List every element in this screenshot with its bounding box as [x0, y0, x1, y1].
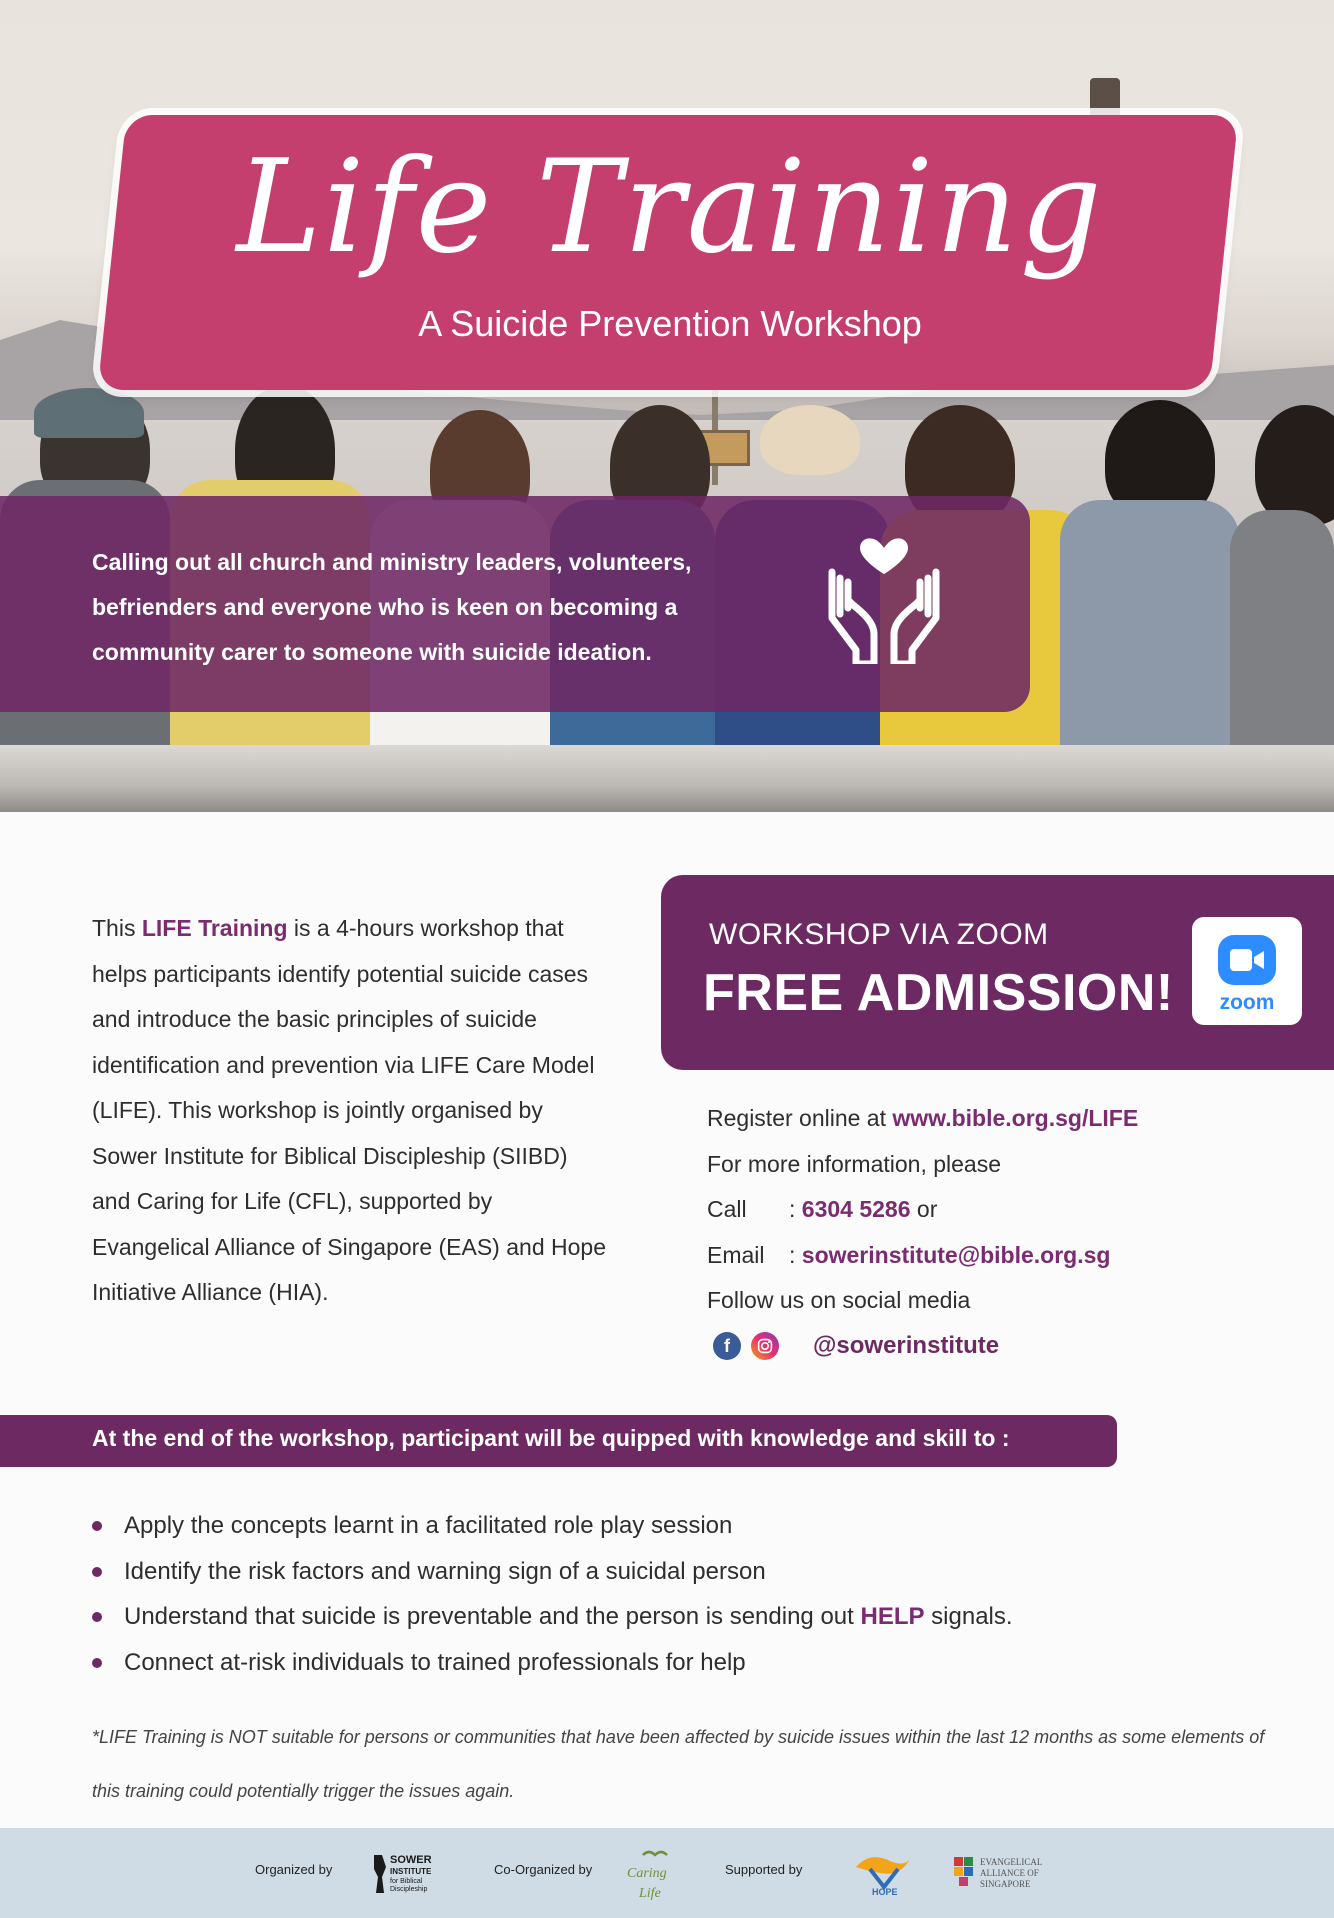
about-lead: This — [92, 915, 142, 941]
page-subtitle: A Suicide Prevention Workshop — [418, 303, 922, 344]
svg-text:Discipleship: Discipleship — [390, 1886, 428, 1893]
seawall-ledge — [0, 745, 1334, 812]
list-item-text: Understand that suicide is preventable and the person is sending out — [124, 1603, 861, 1630]
email-link[interactable]: sowerinstitute@bible.org.sg — [801, 1241, 1111, 1268]
register-row — [707, 1096, 1307, 1142]
contact-block — [707, 1096, 1307, 1369]
social-row — [707, 1324, 1307, 1370]
free-admission-heading: FREE ADMISSION! — [703, 964, 1174, 1022]
co-organized-by-label: Co-Organized by — [494, 1862, 593, 1877]
svg-text:Caring: Caring — [627, 1866, 667, 1881]
sower-institute-logo — [368, 1847, 458, 1901]
info-row: For more information, please — [707, 1150, 1002, 1177]
skills-heading: At the end of the workshop, participant will be quipped with knowledge and skill to : — [92, 1425, 1010, 1451]
zoom-logo — [1192, 917, 1302, 1025]
call-out-text: Calling out all church and ministry leaders, volunteers, befrienders and everyone who is keen on becoming a community carer to someone with suicide ideation. — [92, 549, 692, 665]
about-highlight: LIFE Training — [141, 915, 288, 941]
svg-text:SINGAPORE: SINGAPORE — [980, 1879, 1031, 1889]
follow-row: Follow us on social media — [707, 1287, 971, 1313]
svg-text:ALLIANCE OF: ALLIANCE OF — [980, 1868, 1039, 1878]
page-title: Life Training — [236, 133, 1104, 282]
list-item: Apply the concepts learnt in a facilitated role play session — [92, 1503, 1192, 1549]
about-paragraph — [92, 906, 612, 1316]
disclaimer-note: *LIFE Training is NOT suitable for persons or communities that have been affected by suicide issues within the last 12 months as some elements of this training could potentially trigger the issues again. — [92, 1727, 1265, 1801]
supported-by-label: Supported by — [725, 1862, 803, 1877]
email-separator: : — [789, 1241, 802, 1268]
help-emphasis: HELP — [860, 1603, 925, 1630]
facebook-icon[interactable]: f — [713, 1332, 741, 1360]
phone-number[interactable]: 6304 5286 — [801, 1196, 911, 1222]
register-link[interactable]: www.bible.org.sg/LIFE — [892, 1105, 1139, 1131]
instagram-icon[interactable] — [751, 1332, 779, 1360]
about-body: is a 4-hours workshop that helps participants identify potential suicide cases and introduce the basic principles of suicide identification and prevention via LIFE Care Model (LIFE). This workshop is jointly organised by Sower Institute for Biblical Discipleship (SIIBD) and Caring for Life (CFL), supported by Evangelical Alliance of Singapore (EAS) and Hope Initiative Alliance (HIA). — [92, 915, 606, 1305]
svg-text:HOPE: HOPE — [872, 1887, 898, 1897]
svg-text:INSTITUTE: INSTITUTE — [390, 1867, 432, 1876]
email-label: Email — [707, 1241, 765, 1268]
person-silhouette — [760, 405, 860, 475]
zoom-camera-icon — [1218, 935, 1276, 985]
register-label: Register online at — [707, 1105, 893, 1131]
list-item-text: signals. — [924, 1603, 1013, 1630]
list-item: Connect at-risk individuals to trained professionals for help — [92, 1640, 1192, 1686]
svg-text:for Biblical: for Biblical — [390, 1878, 423, 1885]
call-row — [707, 1187, 1307, 1233]
organized-by-label: Organized by — [255, 1862, 333, 1877]
zoom-logo-text: zoom — [1219, 991, 1275, 1014]
call-label: Call — [707, 1196, 747, 1222]
skills-list — [92, 1503, 1192, 1685]
call-suffix: or — [910, 1196, 938, 1222]
svg-text:EVANGELICAL: EVANGELICAL — [980, 1857, 1043, 1867]
zoom-kicker: WORKSHOP VIA ZOOM — [709, 918, 1049, 951]
email-row — [707, 1233, 1307, 1279]
svg-text:Life: Life — [639, 1886, 661, 1901]
evangelical-alliance-logo — [950, 1847, 1075, 1901]
social-handle[interactable]: @sowerinstitute — [813, 1332, 1000, 1360]
caring-for-life-logo — [623, 1847, 685, 1901]
list-item — [92, 1594, 1192, 1640]
hope-initiative-logo — [850, 1847, 916, 1901]
caring-hands-heart-icon — [826, 538, 942, 664]
call-separator: : — [789, 1196, 802, 1222]
svg-text:SOWER: SOWER — [390, 1854, 432, 1866]
list-item: Identify the risk factors and warning sign of a suicidal person — [92, 1549, 1192, 1595]
